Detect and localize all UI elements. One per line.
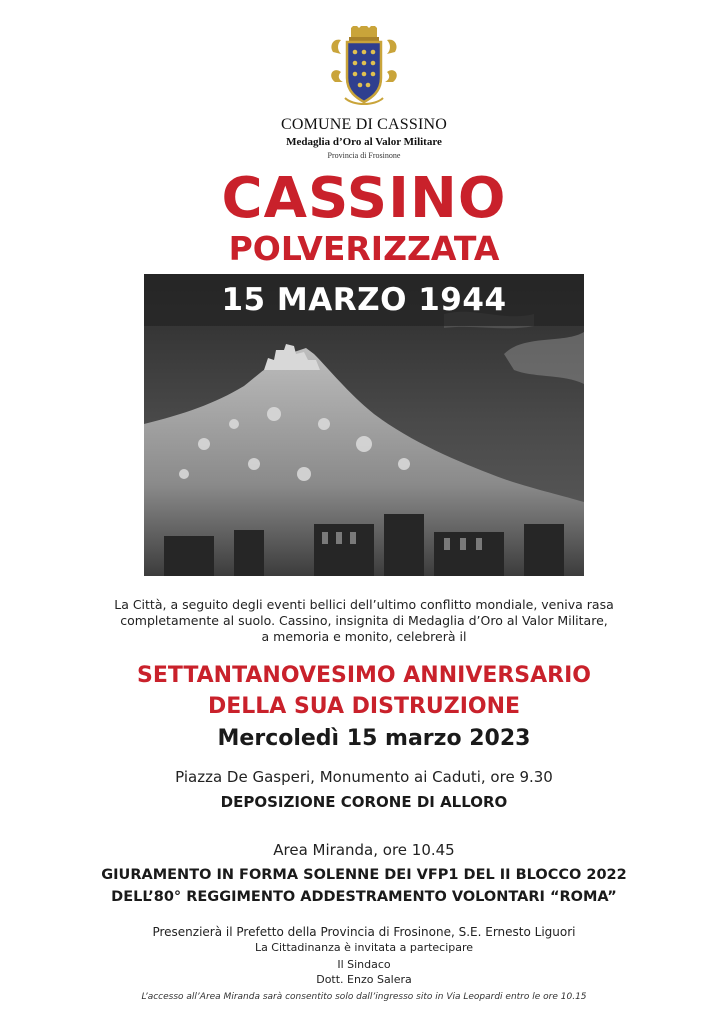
intro-line: La Città, a seguito degli eventi bellici dell’ultimo conflitto mondiale, veniva rasa bbox=[114, 597, 614, 612]
intro-line: completamente al suolo. Cassino, insignita di Medaglia d’Oro al Valor Militare, bbox=[120, 613, 608, 628]
medaglia-subtitle: Medaglia d’Oro al Valor Militare bbox=[286, 136, 442, 148]
event2-place: Area Miranda, ore 10.45 bbox=[273, 841, 455, 859]
event-date: Mercoledì 15 marzo 2023 bbox=[217, 726, 531, 751]
municipal-crest-icon bbox=[327, 26, 401, 108]
main-subtitle: POLVERIZZATA bbox=[228, 229, 500, 268]
event2-activity-line1: GIURAMENTO IN FORMA SOLENNE DEI VFP1 DEL II BLOCCO 2022 bbox=[101, 867, 627, 883]
access-note: L’accesso all’Area Miranda sarà consentito solo dall’ingresso sito in Via Leopardi entro le ore 10.15 bbox=[141, 992, 587, 1002]
main-title: CASSINO bbox=[221, 166, 507, 231]
sindaco-title: Il Sindaco bbox=[337, 958, 391, 971]
prefetto-note: Presenzierà il Prefetto della Provincia di Frosinone, S.E. Ernesto Liguori bbox=[152, 925, 576, 939]
photo-date-overlay: 15 MARZO 1944 bbox=[221, 282, 507, 318]
comune-name: COMUNE DI CASSINO bbox=[280, 116, 448, 133]
anniversary-heading bbox=[0, 660, 728, 722]
cittadinanza-invite: La Cittadinanza è invitata a partecipare bbox=[254, 941, 474, 954]
intro-paragraph bbox=[0, 597, 728, 645]
anniversary-line2: DELLA SUA DISTRUZIONE bbox=[207, 694, 521, 719]
anniversary-line1: SETTANTANOVESIMO ANNIVERSARIO bbox=[136, 663, 592, 688]
event2-activity-line2: DELL’80° REGGIMENTO ADDESTRAMENTO VOLONTARI “ROMA” bbox=[111, 889, 617, 905]
provincia-label: Provincia di Frosinone bbox=[327, 151, 401, 160]
event1-place: Piazza De Gasperi, Monumento ai Caduti, ore 9.30 bbox=[175, 768, 553, 786]
event1-activity: DEPOSIZIONE CORONE DI ALLORO bbox=[220, 793, 508, 811]
ruined-town-photo bbox=[144, 274, 584, 576]
event2-activity bbox=[0, 864, 728, 908]
sindaco-name: Dott. Enzo Salera bbox=[316, 973, 412, 986]
intro-line: a memoria e monito, celebrerà il bbox=[261, 629, 467, 644]
